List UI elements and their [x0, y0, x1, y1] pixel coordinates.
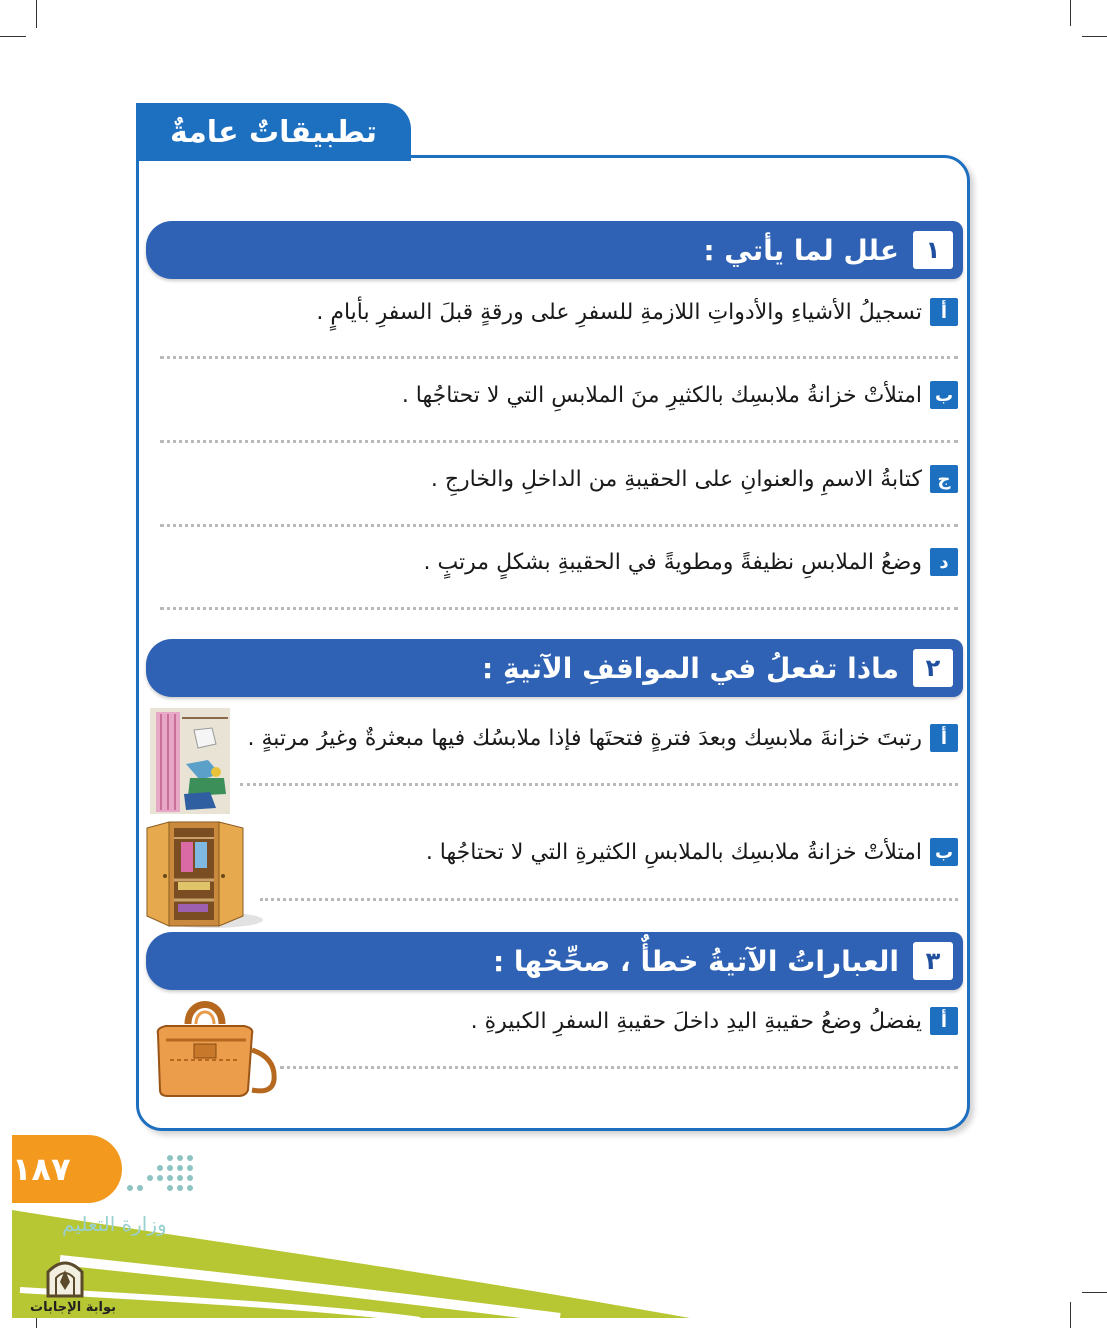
question-1d: [423, 548, 958, 576]
question-letter: د: [930, 548, 958, 576]
answer-line[interactable]: [280, 1066, 958, 1069]
question-2b: [426, 838, 958, 866]
site-name: بوابة الإجابات: [30, 1300, 116, 1315]
answer-line[interactable]: [160, 356, 958, 359]
section-number: ١: [913, 231, 953, 269]
question-3a: [471, 1007, 958, 1035]
question-letter: أ: [930, 724, 958, 752]
site-logo-icon: [44, 1256, 86, 1298]
question-text: وضعُ الملابسِ نظيفةً ومطويةً في الحقيبةِ بشكلٍ مرتبٍ .: [423, 549, 922, 575]
question-text: امتلأتْ خزانةُ ملابسِك بالملابسِ الكثيرةِ التي لا تحتاجُها .: [425, 839, 922, 865]
question-letter: ب: [930, 838, 958, 866]
answer-line[interactable]: [260, 898, 958, 901]
section-1-header: [146, 221, 963, 279]
question-text: يفضلُ وضعُ حقيبةِ اليدِ داخلَ حقيبةِ السفرِ الكبيرةِ .: [470, 1008, 922, 1034]
question-letter: أ: [930, 1007, 958, 1035]
crop-mark: [0, 36, 26, 37]
section-title: علل لما يأتي :: [703, 233, 899, 267]
handbag-illustration: [148, 994, 280, 1098]
messy-wardrobe-illustration: [150, 708, 230, 814]
answer-line[interactable]: [160, 440, 958, 443]
question-letter: أ: [930, 298, 958, 326]
section-title: العباراتُ الآتيةُ خطأٌ ، صحِّحْها :: [492, 944, 899, 978]
answer-line[interactable]: [240, 783, 958, 786]
crop-mark: [1082, 1292, 1107, 1293]
question-text: كتابةُ الاسمِ والعنوانِ على الحقيبةِ من الداخلِ والخارجِ .: [430, 466, 922, 492]
question-1b: [402, 381, 958, 409]
question-2a: [248, 724, 959, 752]
section-2-header: [146, 639, 963, 697]
section-3-header: [146, 932, 963, 990]
open-wardrobe-illustration: [145, 820, 263, 930]
section-number: ٢: [913, 649, 953, 687]
question-letter: ب: [930, 381, 958, 409]
answer-line[interactable]: [160, 524, 958, 527]
crop-mark: [1070, 1302, 1071, 1328]
question-1a: [316, 298, 958, 326]
answer-line[interactable]: [160, 607, 958, 610]
question-text: رتبتَ خزانةَ ملابسِك وبعدَ فترةٍ فتحتَها فإذا ملابسُك فيها مبعثرةٌ وغيرُ مرتبةٍ .: [247, 725, 922, 751]
ministry-logo-dots: [120, 1154, 200, 1198]
section-title: ماذا تفعلُ في المواقفِ الآتيةِ :: [482, 651, 899, 685]
crop-mark: [36, 0, 37, 28]
crop-mark: [1082, 36, 1107, 37]
question-letter: ج: [930, 465, 958, 493]
section-number: ٣: [913, 942, 953, 980]
ministry-name: وزارة التعليم: [62, 1212, 167, 1236]
question-text: تسجيلُ الأشياءِ والأدواتِ اللازمةِ للسفرِ على ورقةٍ قبلَ السفرِ بأيامٍ .: [316, 299, 922, 325]
page-number: ١٨٧: [12, 1135, 122, 1203]
question-1c: [431, 465, 958, 493]
page-title: تطبيقاتٌ عامةٌ: [136, 103, 411, 161]
question-text: امتلأتْ خزانةُ ملابسِك بالكثيرِ منَ الملابسِ التي لا تحتاجُها .: [401, 382, 922, 408]
crop-mark: [1070, 0, 1071, 26]
